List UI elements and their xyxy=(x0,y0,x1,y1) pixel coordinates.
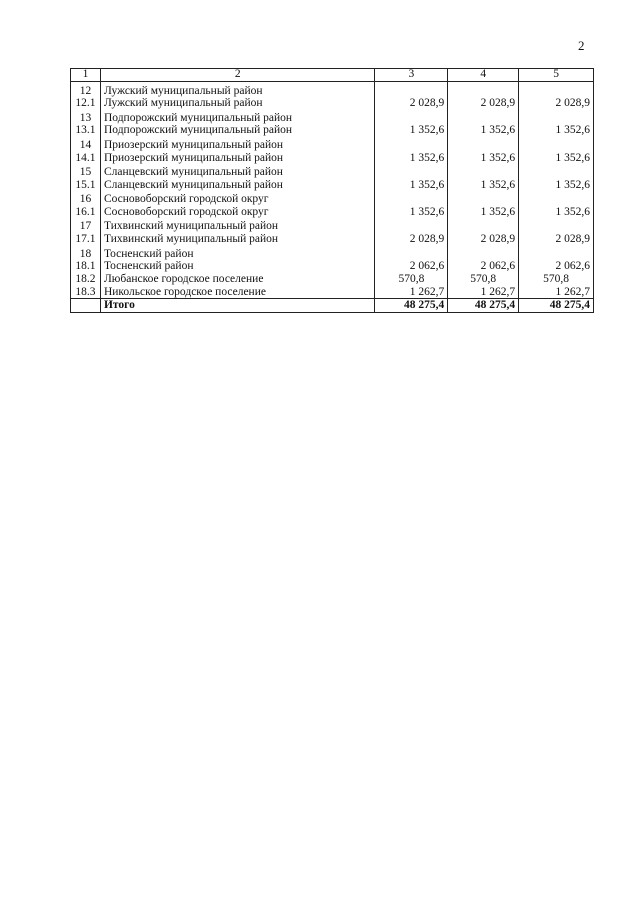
column-header: 1 xyxy=(71,69,101,82)
row-name: Лужский муниципальный район xyxy=(100,81,375,97)
row-number: 18.2 xyxy=(71,273,101,286)
row-value-col5: 1 352,6 xyxy=(519,124,594,137)
row-value-col4: 2 028,9 xyxy=(448,233,519,246)
table-row xyxy=(71,164,594,179)
total-value-col5: 48 275,4 xyxy=(519,299,594,313)
total-row xyxy=(71,299,594,313)
table-row xyxy=(71,110,594,125)
row-number: 14.1 xyxy=(71,151,101,164)
table-row xyxy=(71,191,594,206)
row-value-col5: 1 352,6 xyxy=(519,179,594,192)
row-number: 15.1 xyxy=(71,179,101,192)
total-value-col4: 48 275,4 xyxy=(448,299,519,313)
row-value-col5: 2 028,9 xyxy=(519,233,594,246)
row-value-col5: 570,8 xyxy=(519,273,594,286)
table-header-row xyxy=(71,69,594,82)
row-value-col5: 2 028,9 xyxy=(519,97,594,110)
row-name: Сланцевский муниципальный район xyxy=(100,179,375,192)
row-value-col3 xyxy=(375,246,448,261)
row-number: 12 xyxy=(71,81,101,97)
row-value-col5 xyxy=(519,218,594,233)
row-value-col3: 570,8 xyxy=(375,273,448,286)
table-row xyxy=(71,286,594,299)
row-name: Подпорожский муниципальный район xyxy=(100,110,375,125)
page-number: 2 xyxy=(578,38,585,53)
row-value-col4 xyxy=(448,191,519,206)
row-number: 17.1 xyxy=(71,233,101,246)
row-name: Сосновоборский городской округ xyxy=(100,206,375,219)
row-number: 18.1 xyxy=(71,260,101,273)
row-value-col5 xyxy=(519,246,594,261)
row-value-col3: 1 262,7 xyxy=(375,286,448,299)
total-number xyxy=(71,299,101,313)
row-value-col3: 1 352,6 xyxy=(375,206,448,219)
row-value-col4 xyxy=(448,137,519,152)
table-row xyxy=(71,233,594,246)
row-value-col5: 2 062,6 xyxy=(519,260,594,273)
row-name: Подпорожский муниципальный район xyxy=(100,124,375,137)
row-value-col4: 1 352,6 xyxy=(448,179,519,192)
table-row xyxy=(71,218,594,233)
row-value-col4: 1 352,6 xyxy=(448,206,519,219)
column-header: 4 xyxy=(448,69,519,82)
row-value-col3: 1 352,6 xyxy=(375,124,448,137)
row-name: Тихвинский муниципальный район xyxy=(100,218,375,233)
row-number: 14 xyxy=(71,137,101,152)
row-value-col4 xyxy=(448,164,519,179)
row-value-col5: 1 262,7 xyxy=(519,286,594,299)
row-number: 18.3 xyxy=(71,286,101,299)
row-value-col4 xyxy=(448,218,519,233)
row-name: Тихвинский муниципальный район xyxy=(100,233,375,246)
table-row xyxy=(71,179,594,192)
row-name: Тосненский район xyxy=(100,246,375,261)
row-value-col3 xyxy=(375,164,448,179)
row-name: Лужский муниципальный район xyxy=(100,97,375,110)
row-name: Никольское городское поселение xyxy=(100,286,375,299)
column-header: 3 xyxy=(375,69,448,82)
row-value-col5 xyxy=(519,137,594,152)
table-row xyxy=(71,206,594,219)
row-number: 18 xyxy=(71,246,101,261)
total-value-col3: 48 275,4 xyxy=(375,299,448,313)
row-name: Приозерский муниципальный район xyxy=(100,151,375,164)
row-value-col4: 1 352,6 xyxy=(448,124,519,137)
table-row xyxy=(71,246,594,261)
row-value-col4 xyxy=(448,246,519,261)
row-value-col3: 2 028,9 xyxy=(375,233,448,246)
row-name: Любанское городское поселение xyxy=(100,273,375,286)
row-name: Сосновоборский городской округ xyxy=(100,191,375,206)
row-value-col3: 2 062,6 xyxy=(375,260,448,273)
table-row xyxy=(71,151,594,164)
row-value-col3 xyxy=(375,110,448,125)
row-value-col3 xyxy=(375,81,448,97)
row-number: 13 xyxy=(71,110,101,125)
row-number: 16 xyxy=(71,191,101,206)
row-value-col4: 1 352,6 xyxy=(448,151,519,164)
row-value-col5 xyxy=(519,164,594,179)
row-number: 15 xyxy=(71,164,101,179)
row-value-col5 xyxy=(519,110,594,125)
row-value-col3 xyxy=(375,191,448,206)
table-row xyxy=(71,260,594,273)
row-value-col4: 570,8 xyxy=(448,273,519,286)
table-row xyxy=(71,124,594,137)
row-value-col4: 1 262,7 xyxy=(448,286,519,299)
table-row xyxy=(71,97,594,110)
table-row xyxy=(71,81,594,97)
row-value-col4: 2 028,9 xyxy=(448,97,519,110)
row-number: 16.1 xyxy=(71,206,101,219)
row-value-col5 xyxy=(519,191,594,206)
column-header: 2 xyxy=(100,69,375,82)
row-value-col3: 2 028,9 xyxy=(375,97,448,110)
table-row xyxy=(71,273,594,286)
row-value-col5: 1 352,6 xyxy=(519,206,594,219)
row-value-col5: 1 352,6 xyxy=(519,151,594,164)
row-number: 13.1 xyxy=(71,124,101,137)
row-name: Сланцевский муниципальный район xyxy=(100,164,375,179)
table-row xyxy=(71,137,594,152)
column-header: 5 xyxy=(519,69,594,82)
allocation-table xyxy=(70,68,594,313)
row-name: Тосненский район xyxy=(100,260,375,273)
row-number: 17 xyxy=(71,218,101,233)
row-name: Приозерский муниципальный район xyxy=(100,137,375,152)
row-value-col3: 1 352,6 xyxy=(375,179,448,192)
row-value-col3 xyxy=(375,137,448,152)
row-value-col3 xyxy=(375,218,448,233)
row-value-col3: 1 352,6 xyxy=(375,151,448,164)
total-label: Итого xyxy=(100,299,375,313)
row-value-col4 xyxy=(448,81,519,97)
row-number: 12.1 xyxy=(71,97,101,110)
row-value-col5 xyxy=(519,81,594,97)
row-value-col4 xyxy=(448,110,519,125)
row-value-col4: 2 062,6 xyxy=(448,260,519,273)
